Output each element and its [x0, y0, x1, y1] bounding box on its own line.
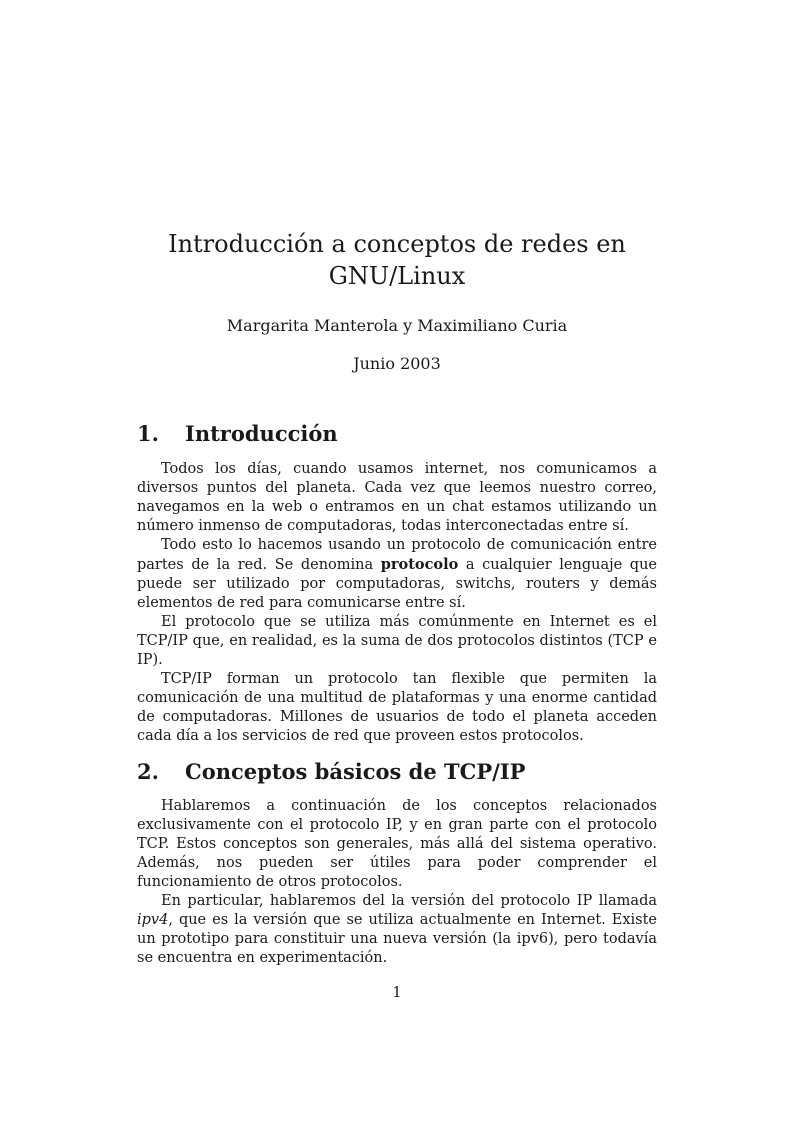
document-authors: Margarita Manterola y Maximiliano Curia: [226, 316, 568, 335]
section-1-body: [137, 460, 657, 746]
section-2-heading: [137, 759, 657, 785]
document-title: [137, 228, 657, 292]
title-line-1: Introducción a conceptos de redes en: [168, 230, 626, 258]
bold-term-protocolo: protocolo: [380, 556, 459, 573]
section-2-title: Conceptos básicos de TCP/IP: [185, 759, 526, 784]
section-1-paragraph-2: [137, 536, 657, 613]
italic-term-ipv4: ipv4: [137, 912, 169, 928]
section-1-number: 1.: [137, 421, 159, 446]
section-1-paragraph-3: El protocolo que se utiliza más comúnmente en Internet es el TCP/IP que, en realidad, es la suma de dos protocolos distintos (TCP e IP).: [137, 614, 657, 668]
document-date: Junio 2003: [353, 354, 441, 373]
section-2-paragraph-1: Hablaremos a continuación de los conceptos relacionados exclusivamente con el protocolo IP, y en gran parte con el protocolo TCP. Estos conceptos son generales, más allá del sistema operativo. Además, nos pueden ser útiles para poder comprender el funcionamiento de otros protocolos.: [137, 798, 657, 890]
paragraph-text: , que es la versión que se utiliza actualmente en Internet. Existe un prototipo para constituir una nueva versión (la ipv6), pero todavía se encuentra en experimentación.: [137, 912, 657, 966]
section-1-heading: [137, 421, 657, 447]
section-1-paragraph-4: TCP/IP forman un protocolo tan flexible que permiten la comunicación de una multitud de plataformas y una enorme cantidad de computadoras. Millones de usuarios de todo el planeta acceden cada día a los servicios de red que proveen estos protocolos.: [137, 671, 657, 744]
section-1-paragraph-1: Todos los días, cuando usamos internet, nos comunicamos a diversos puntos del planeta. Cada vez que leemos nuestro correo, navegamos en la web o entramos en un chat estamos utilizando un número inmenso de computadoras, todas interconectadas entre sí.: [137, 461, 657, 534]
section-2-paragraph-2: [137, 892, 657, 968]
section-2-number: 2.: [137, 759, 159, 784]
section-1-title: Introducción: [185, 421, 338, 446]
page-number: 1: [392, 985, 402, 1001]
paragraph-text: En particular, hablaremos del la versión del protocolo IP llamada: [161, 893, 657, 909]
paragraph-text: Todo esto lo hacemos usando un protocolo de comunicación entre partes de la red. Se denomina: [137, 537, 657, 573]
title-line-2: GNU/Linux: [328, 262, 466, 290]
paragraph-text: a cualquier lenguaje que puede ser utilizado por computadoras, switchs, routers y demás elementos de red para comunicarse entre sí.: [137, 557, 657, 611]
section-2-body: [137, 797, 657, 968]
